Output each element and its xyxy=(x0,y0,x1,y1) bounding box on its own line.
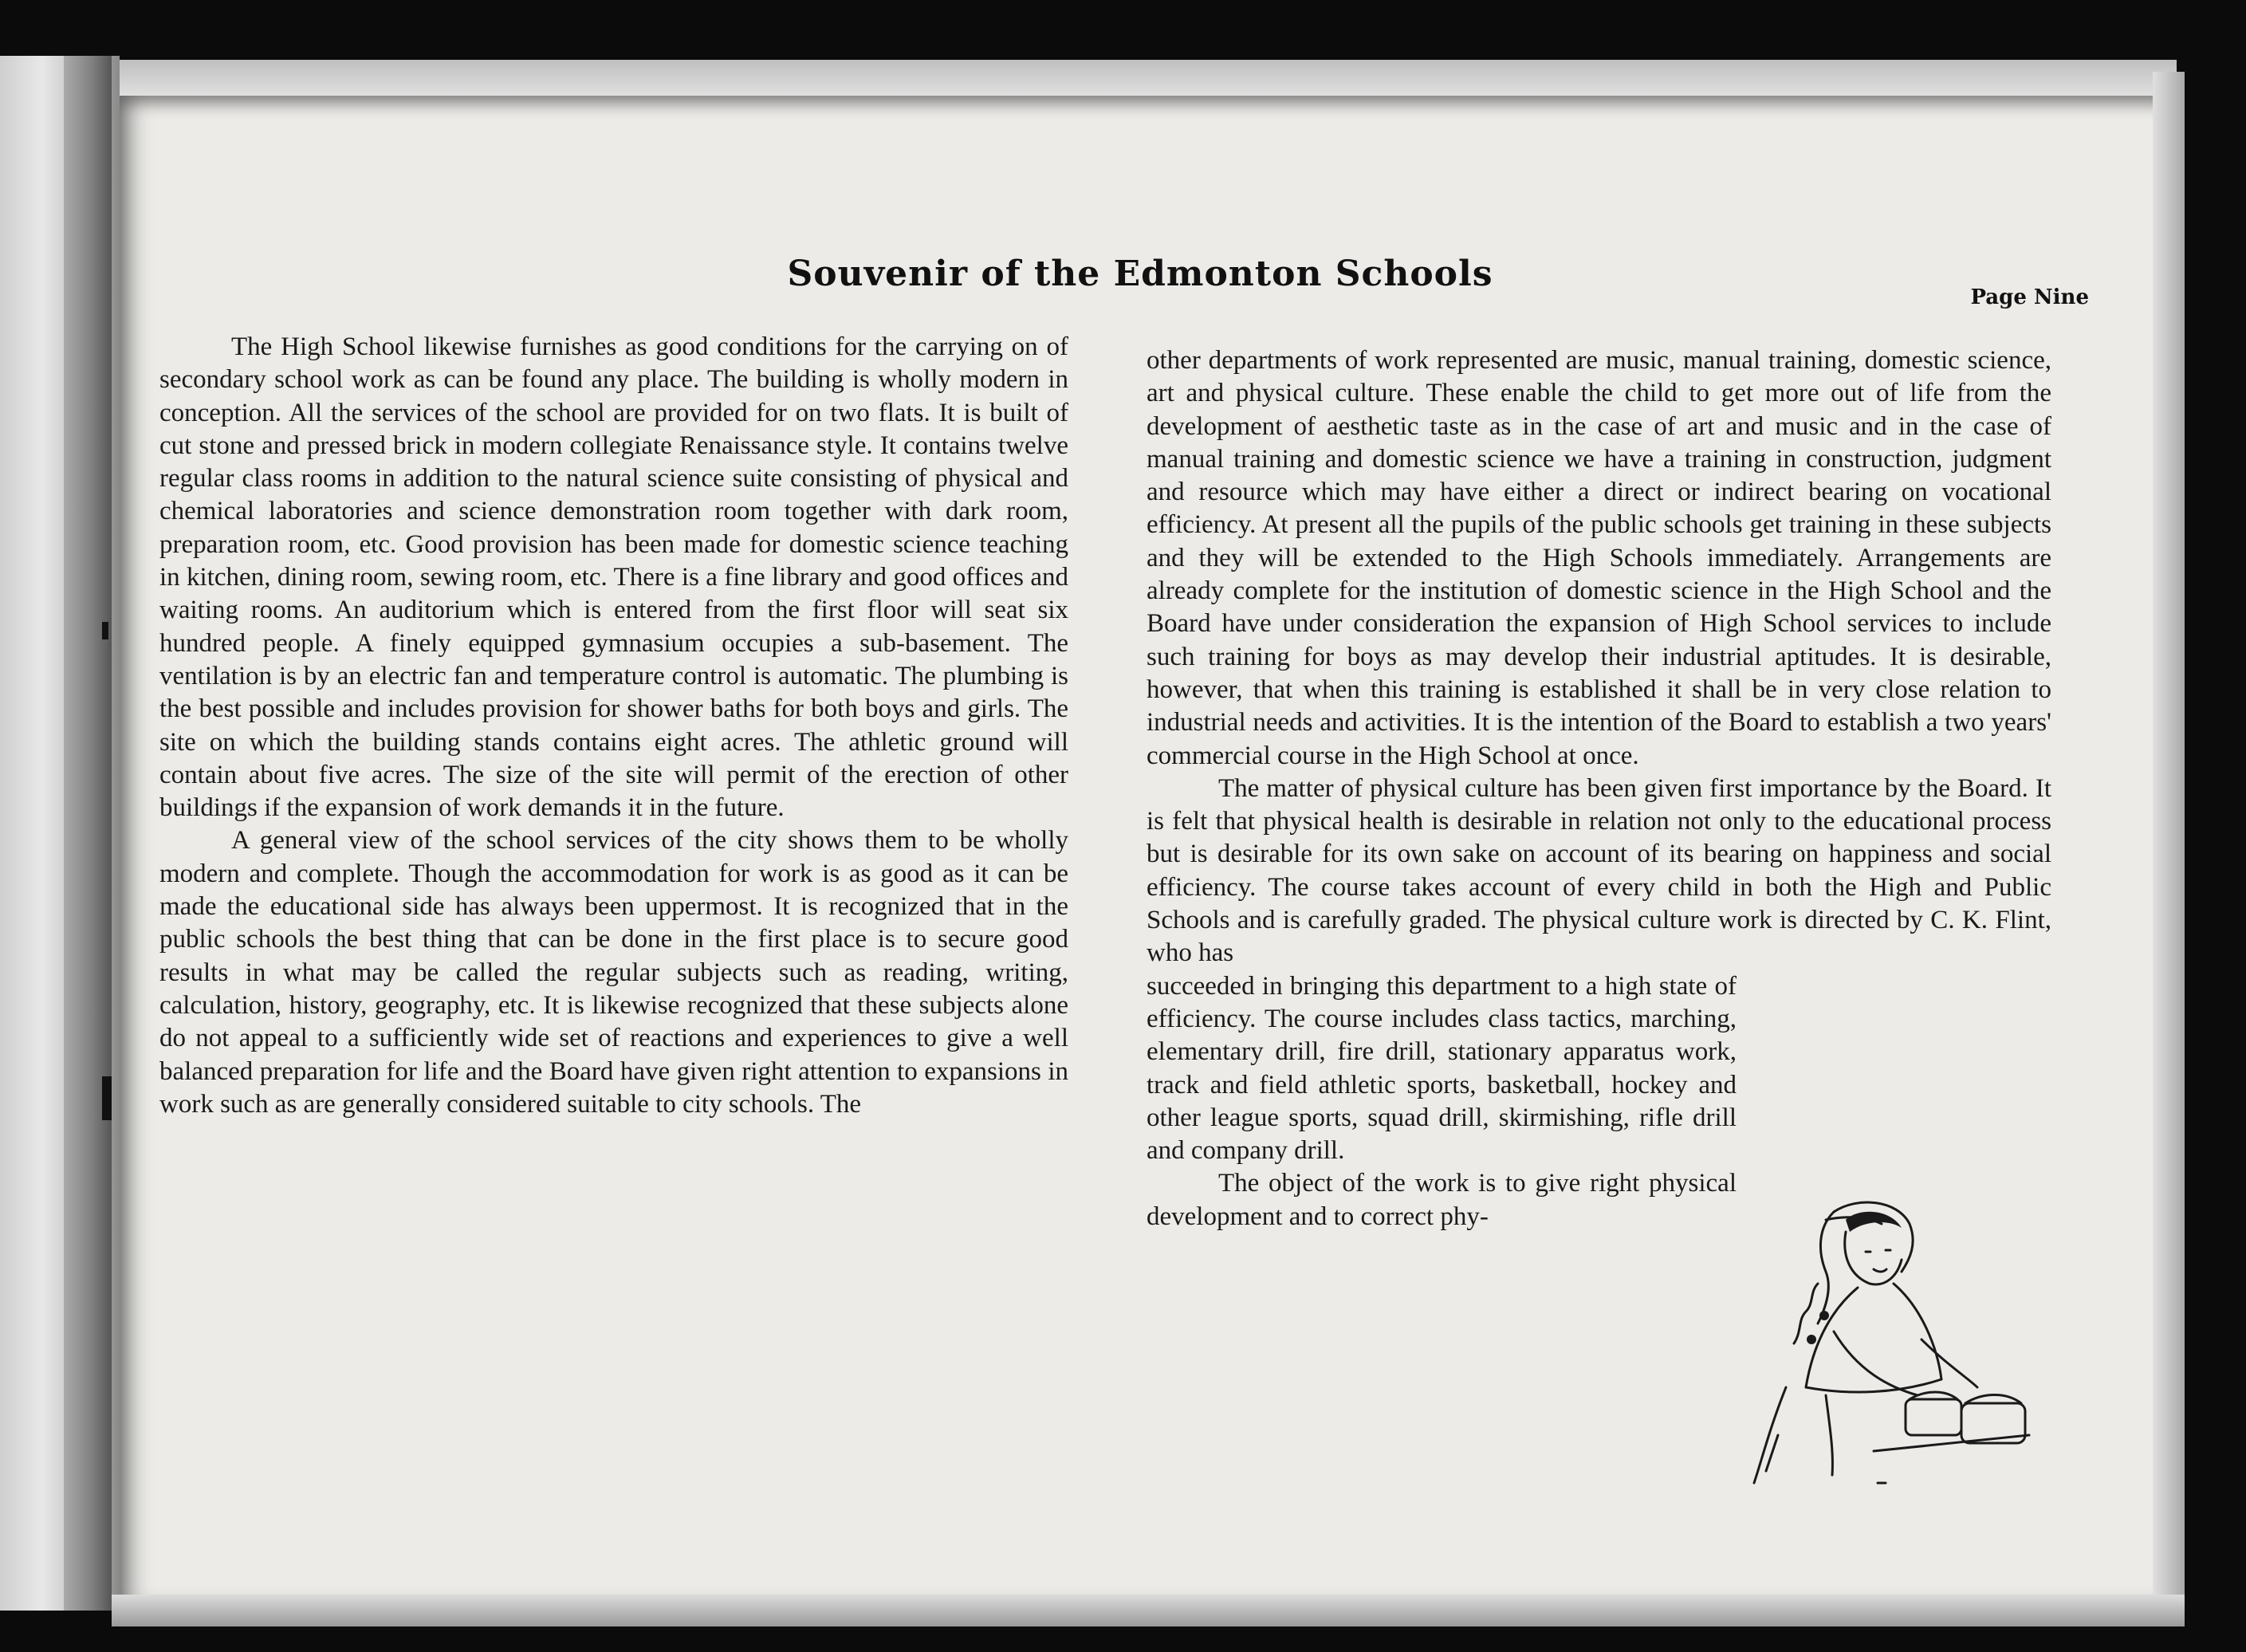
running-header: Souvenir of the Edmonton Schools xyxy=(787,254,1493,294)
text-beside-illustration xyxy=(1147,970,1737,1233)
paragraph: The object of the work is to give right physical development and to correct phy- xyxy=(1147,1169,1737,1231)
binding-shadow xyxy=(64,56,112,1611)
paragraph: A general view of the school services of the city shows them to be wholly modern and complete. Though the accommodation for work is as good as it can be made the educational side has always been uppermost. It is recognized that in the public schools the best thing that can be done in the first place is to secure good results in what may be called the regular subjects such as reading, writing, calculation, history, geography, etc. It is likewise recognized that these subjects alone do not appeal to a sufficiently wide set of reactions and experiences to give a well balanced preparation for life and the Board have given right attention to expansions in work such as are generally considered suitable to city schools. The xyxy=(159,826,1068,1119)
paragraph: The High School likewise furnishes as good conditions for the carrying on of secondary school work as can be found any place. The building is wholly modern in conception. All the services of the school are provided for on two flats. It is built of cut stone and pressed brick in modern collegiate Renaissance style. It contains twelve regular class rooms in addition to the natural science suite consisting of physical and chemical laboratories and science demonstration room together with dark room, preparation room, etc. Good provision has been made for domestic science teaching in kitchen, dining room, sewing room, etc. There is a fine library and good offices and waiting rooms. An auditorium which is entered from the first floor will seat six hundred people. A finely equipped gymnasium occupies a sub-basement. The ventilation is by an electric fan and temperature control is automatic. The plumbing is the best possible and includes provision for shower baths for both boys and girls. The site on which the building stands contains eight acres. The athletic ground will contain about five acres. The size of the site will permit of the erection of other buildings if the expansion of work demands it in the future. xyxy=(159,332,1068,823)
page-right-edge xyxy=(2153,72,2185,1611)
binding-mark xyxy=(102,1076,112,1120)
right-text-column xyxy=(1147,344,2051,1233)
page-bottom-edge xyxy=(112,1595,2185,1626)
girl-baking-illustration xyxy=(1738,1196,2033,1491)
left-text-column xyxy=(159,331,1068,1121)
binding-mark xyxy=(102,622,108,639)
page-number: Page Nine xyxy=(1970,285,2089,309)
paragraph: other departments of work represented are music, manual training, domestic science, art and physical culture. These enable the child to get more out of life from the development of aesthetic taste as in the case of art and music and in the case of manual training and domestic science we have a training in construction, judgment and resource which may have either a direct or indirect bearing on vocational efficiency. At present all the pupils of the public schools get training in these subjects and they will be extended to the High Schools immediately. Arrangements are already complete for the institution of domestic science in the High School and the Board have under consideration the expansion of High School services to include such training for boys as may develop their industrial aptitudes. It is desirable, however, that when this training is established it shall be in very close relation to industrial needs and activities. It is the intention of the Board to establish a two years' commercial course in the High School at once. xyxy=(1147,346,2051,770)
paragraph: succeeded in bringing this department to a high state of efficiency. The course includes class tactics, marching, elementary drill, fire drill, stationary apparatus work, track and field athletic sports, basketball, hockey and other league sports, squad drill, skirmishing, rifle drill and company drill. xyxy=(1147,971,1737,1166)
paragraph: The matter of physical culture has been given first importance by the Board. It is felt that physical health is desirable in relation not only to the educational process but is desirable for its own sake on account of its bearing on happiness and social efficiency. The course takes account of every child in both the High and Public Schools and is carefully graded. The physical culture work is directed by C. K. Flint, who has xyxy=(1147,773,2051,968)
